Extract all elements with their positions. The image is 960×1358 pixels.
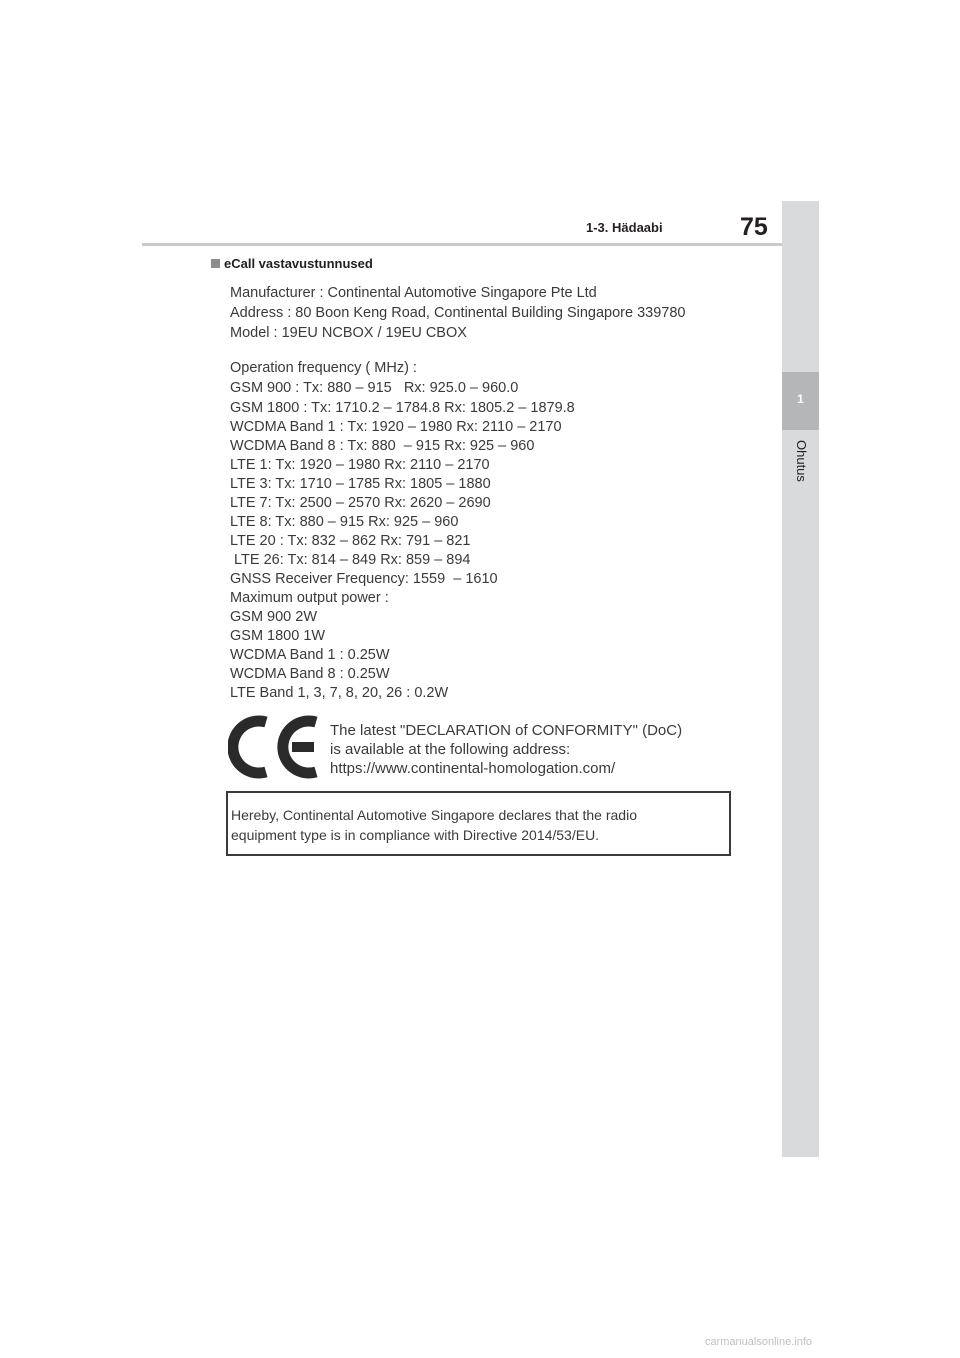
declaration-line: equipment type is in compliance with Directive 2014/53/EU. — [231, 827, 600, 843]
ce-mark-icon — [228, 714, 322, 780]
declaration-line: Hereby, Continental Automotive Singapore declares that the radio — [231, 807, 637, 823]
section-heading-text: eCall vastavustunnused — [224, 256, 373, 271]
spec-line-operation-frequency: Operation frequency ( MHz) : — [230, 360, 417, 376]
spec-line: GSM 900 : Tx: 880 – 915 Rx: 925.0 – 960.0 — [230, 380, 519, 396]
doc-line-available: is available at the following address: — [330, 741, 571, 758]
watermark: carmanualsonline.info — [705, 1336, 813, 1348]
section-reference: 1-3. Hädaabi — [586, 220, 663, 235]
side-tab-label: Ohutus — [794, 440, 809, 482]
square-bullet-icon — [211, 259, 220, 268]
spec-line: GSM 900 2W — [230, 609, 318, 625]
spec-line: LTE 26: Tx: 814 – 849 Rx: 859 – 894 — [230, 552, 471, 568]
spec-line-max-output: Maximum output power : — [230, 590, 389, 606]
side-tab-number: 1 — [797, 392, 804, 406]
spec-line: LTE 1: Tx: 1920 – 1980 Rx: 2110 – 2170 — [230, 457, 490, 473]
spec-line: GSM 1800 1W — [230, 628, 326, 644]
spec-line: LTE 8: Tx: 880 – 915 Rx: 925 – 960 — [230, 514, 459, 530]
spec-line: LTE 20 : Tx: 832 – 862 Rx: 791 – 821 — [230, 533, 471, 549]
page-number: 75 — [740, 213, 768, 241]
spec-line: WCDMA Band 8 : Tx: 880 – 915 Rx: 925 – 960 — [230, 438, 535, 454]
spec-line: WCDMA Band 8 : 0.25W — [230, 666, 390, 682]
doc-url[interactable]: https://www.continental-homologation.com/ — [330, 760, 616, 777]
spec-line-model: Model : 19EU NCBOX / 19EU CBOX — [230, 325, 467, 341]
spec-line-manufacturer: Manufacturer : Continental Automotive Singapore Pte Ltd — [230, 285, 597, 301]
spec-line: LTE 3: Tx: 1710 – 1785 Rx: 1805 – 1880 — [230, 476, 491, 492]
header-divider — [142, 243, 782, 246]
spec-line: LTE Band 1, 3, 7, 8, 20, 26 : 0.2W — [230, 685, 449, 701]
declaration-box — [226, 791, 731, 856]
side-tab-strip — [782, 201, 819, 1157]
spec-line: WCDMA Band 1 : Tx: 1920 – 1980 Rx: 2110 – 2170 — [230, 419, 562, 435]
spec-line: WCDMA Band 1 : 0.25W — [230, 647, 390, 663]
spec-line-address: Address : 80 Boon Keng Road, Continental Building Singapore 339780 — [230, 305, 686, 321]
doc-line-latest: The latest "DECLARATION of CONFORMITY" (DoC) — [330, 722, 683, 739]
spec-line: GSM 1800 : Tx: 1710.2 – 1784.8 Rx: 1805.2 – 1879.8 — [230, 400, 575, 416]
section-heading — [211, 256, 373, 271]
spec-line: LTE 7: Tx: 2500 – 2570 Rx: 2620 – 2690 — [230, 495, 491, 511]
spec-line: GNSS Receiver Frequency: 1559 – 1610 — [230, 571, 498, 587]
